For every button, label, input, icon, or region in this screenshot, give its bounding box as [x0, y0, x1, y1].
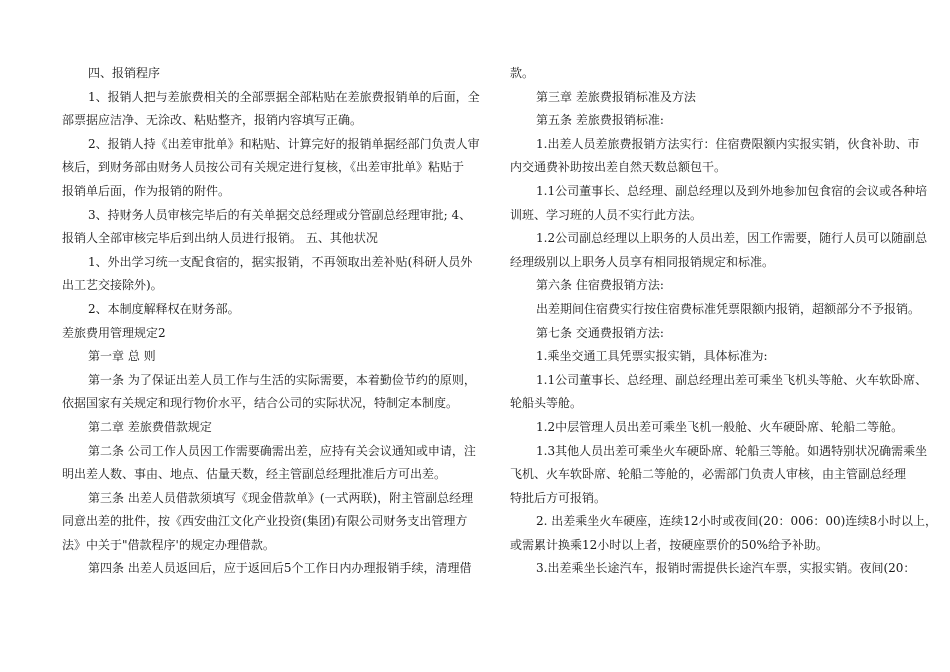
text-line: 飞机、火车软卧席、轮船二等舱的，必需部门负责人审核，由主管副总经理 — [510, 467, 907, 482]
text-line: 内交通费补助按出差自然天数总额包干。 — [510, 160, 727, 175]
text-line: 1.2中层管理人员出差可乘坐飞机一般舱、火车硬卧席、轮船二等舱。 — [536, 419, 904, 434]
text-line: 出差期间住宿费实行按住宿费标准凭票限额内报销，超额部分不予报销。 — [536, 301, 921, 316]
text-line: 3.出差乘坐长途汽车，报销时需提供长途汽车票，实报实销。夜间(20： — [536, 561, 916, 576]
text-line: 核后，到财务部由财务人员按公司有关规定进行复核，《出差审批单》粘贴于 — [62, 160, 465, 175]
text-line: 第二章 差旅费借款规定 — [88, 419, 212, 434]
text-line: 第一章 总 则 — [88, 349, 156, 364]
text-line: 第三章 差旅费报销标准及方法 — [536, 89, 696, 104]
text-line: 1.1公司董事长、总经理、副总经理出差可乘坐飞机头等舱、火车软卧席、 — [536, 372, 928, 387]
text-line: 1、外出学习统一支配食宿的，据实报销，不再领取出差补贴(科研人员外 — [88, 254, 473, 269]
text-line: 第二条 公司工作人员因工作需要确需出差，应持有关会议通知或申请，注 — [88, 443, 476, 458]
text-line: 特批后方可报销。 — [510, 490, 607, 505]
text-line: 1、报销人把与差旅费相关的全部票据全部粘贴在差旅费报销单的后面，全 — [88, 89, 480, 104]
text-line: 差旅费用管理规定2 — [62, 325, 166, 340]
text-line: 训班、学习班的人员不实行此方法。 — [510, 207, 703, 222]
text-line: 1.2公司副总经理以上职务的人员出差，因工作需要，随行人员可以随副总 — [536, 231, 928, 246]
left-text-column — [62, 62, 480, 581]
text-line: 报销人全部审核完毕后到出纳人员进行报销。 五、其他状况 — [62, 231, 378, 246]
text-line: 四、报销程序 — [88, 66, 161, 80]
text-line: 或需累计换乘12小时以上者，按硬座票价的50%给予补助。 — [510, 537, 828, 552]
text-line: 2. 出差乘坐火车硬座，连续12小时或夜间(20：006：00)连续8小时以上， — [536, 514, 937, 529]
text-line: 同意出差的批件，按《西安曲江文化产业投资(集团)有限公司财务支出管理方 — [62, 514, 468, 529]
text-line: 第三条 出差人员借款须填写《现金借款单》(一式两联)，附主管副总经理 — [88, 490, 474, 505]
text-line: 第五条 差旅费报销标准: — [536, 113, 664, 128]
text-line: 3、持财务人员审核完毕后的有关单据交总经理或分管副总经理审批; 4、 — [88, 207, 472, 222]
text-line: 依据国家有关规定和现行物价水平，结合公司的实际状况，特制定本制度。 — [62, 396, 459, 411]
text-line: 出工艺交接除外)。 — [62, 278, 163, 293]
text-line: 1.乘坐交通工具凭票实报实销，具体标准为: — [536, 349, 768, 364]
text-line: 法》中关于"借款程序'的规定办理借款。 — [62, 537, 275, 552]
text-line: 明出差人数、事由、地点、估量天数，经主管副总经理批准后方可出差。 — [62, 467, 447, 482]
text-line: 1.1公司董事长、总经理、副总经理以及到外地参加包食宿的会议或各种培 — [536, 183, 928, 198]
text-line: 第七条 交通费报销方法: — [536, 325, 664, 340]
text-line: 第四条 出差人员返回后，应于返回后5个工作日内办理报销手续，清理借 — [88, 561, 472, 576]
text-line: 第一条 为了保证出差人员工作与生活的实际需要，本着勤俭节约的原则， — [88, 372, 476, 387]
text-line: 1.出差人员差旅费报销方法实行：住宿费限额内实报实销，伙食补助、市 — [536, 136, 920, 151]
text-line: 轮船头等舱。 — [510, 396, 583, 411]
text-line: 2、本制度解释权在财务部。 — [88, 301, 240, 316]
right-text-column — [510, 62, 937, 581]
text-line: 部票据应洁净、无涂改、粘贴整齐，报销内容填写正确。 — [62, 113, 363, 128]
text-line: 报销单后面，作为报销的附件。 — [62, 183, 231, 198]
text-line: 款。 — [510, 66, 535, 80]
text-line: 第六条 住宿费报销方法: — [536, 278, 664, 293]
text-line: 1.3其他人员出差可乘坐火车硬卧席、轮船三等舱。如遇特别状况确需乘坐 — [536, 443, 928, 458]
text-line: 2、报销人持《出差审批单》和粘贴、计算完好的报销单据经部门负责人审 — [88, 136, 480, 151]
text-line: 经理级别以上职务人员享有相同报销规定和标准。 — [510, 254, 775, 269]
